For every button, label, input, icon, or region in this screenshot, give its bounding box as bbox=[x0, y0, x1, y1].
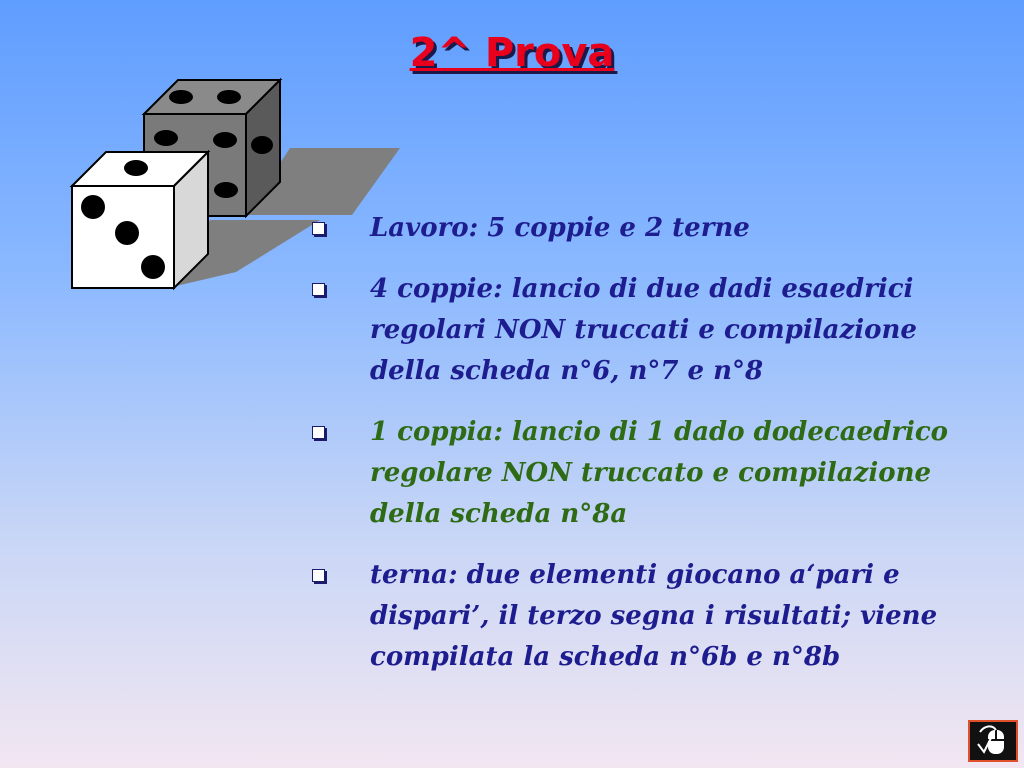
bullet-box-icon bbox=[312, 222, 325, 235]
bullet-text: terna: due elementi giocano a‘pari e dispari’, il terzo segna i risultati; viene compilata la scheda n°6b e n°8b bbox=[370, 560, 938, 672]
mouse-icon bbox=[970, 722, 1016, 760]
slide-title: 2^ Prova bbox=[409, 30, 615, 76]
bullet-box-icon bbox=[312, 569, 325, 582]
white-die bbox=[72, 152, 208, 288]
bullet-text: 1 coppia: lancio di 1 dado dodecaedrico regolare NON truccato e compilazione della scheda n°8a bbox=[370, 417, 949, 529]
bullet-text: 4 coppie: lancio di due dadi esaedrici regolari NON truccati e compilazione della scheda n°6, n°7 e n°8 bbox=[370, 274, 917, 386]
bullet-item bbox=[312, 555, 992, 678]
mouse-navigation-button[interactable] bbox=[968, 720, 1018, 762]
bullet-text: Lavoro: 5 coppie e 2 terne bbox=[370, 213, 750, 243]
bullet-item bbox=[312, 412, 992, 535]
bullet-item bbox=[312, 208, 992, 249]
bullet-item bbox=[312, 269, 992, 392]
bullet-box-icon bbox=[312, 283, 325, 296]
bullet-box-icon bbox=[312, 426, 325, 439]
bullet-list bbox=[312, 208, 992, 698]
